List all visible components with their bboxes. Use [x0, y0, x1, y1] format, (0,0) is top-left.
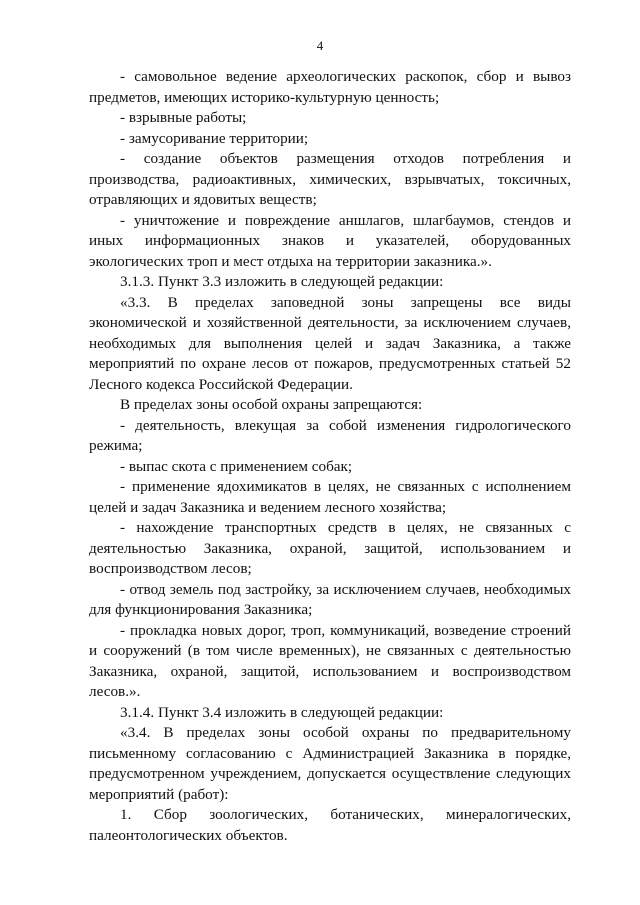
paragraph: «3.3. В пределах заповедной зоны запрещены все виды экономической и хозяйственной деятельности, за исключением случаев, необходимых для выполнения целей и задач Заказника, а также мероприятий по охране лесов от пожаров, предусмотренных статьей 52 Лесного кодекса Российской Федерации.: [89, 293, 571, 393]
page-number: 4: [316, 38, 324, 53]
paragraph: - взрывные работы;: [120, 109, 247, 126]
paragraph: «3.4. В пределах зоны особой охраны по предварительному письменному согласованию с Администрацией Заказника в порядке, предусмотренном учреждением, допускается осуществление следующих мероприятий (работ):: [89, 724, 571, 803]
paragraph: - отвод земель под застройку, за исключением случаев, необходимых для функционирования Заказника;: [89, 580, 571, 618]
paragraph: - уничтожение и повреждение аншлагов, шлагбаумов, стендов и иных информационных знаков и указателей, оборудованных экологических троп и мест отдыха на территории заказника.».: [89, 211, 571, 270]
paragraph: В пределах зоны особой охраны запрещаются:: [120, 396, 423, 413]
paragraph: - самовольное ведение археологических раскопок, сбор и вывоз предметов, имеющих историко-культурную ценность;: [89, 68, 571, 106]
paragraph: - нахождение транспортных средств в целях, не связанных с деятельностью Заказника, охраной, защитой, использованием и воспроизводством лесов;: [89, 519, 571, 577]
paragraph: - замусоривание территории;: [120, 129, 309, 147]
paragraph: 1. Сбор зоологических, ботанических, минералогических, палеонтологических объектов.: [89, 806, 571, 844]
paragraph: - деятельность, влекущая за собой изменения гидрологического режима;: [89, 416, 571, 454]
paragraph: - создание объектов размещения отходов потребления и производства, радиоактивных, химических, взрывчатых, токсичных, отравляющих и ядовитых веществ;: [89, 150, 571, 208]
paragraph: - прокладка новых дорог, троп, коммуникаций, возведение строений и сооружений (в том числе временных), не связанных с деятельностью Заказника, охраной, защитой, использованием и воспроизводством лесов.».: [89, 621, 571, 700]
paragraph: - применение ядохимикатов в целях, не связанных с исполнением целей и задач Заказника и ведением лесного хозяйства;: [89, 478, 571, 516]
paragraph: 3.1.4. Пункт 3.4 изложить в следующей редакции:: [120, 703, 444, 721]
paragraph: - выпас скота с применением собак;: [120, 457, 353, 475]
document-body: [89, 67, 571, 846]
paragraph: 3.1.3. Пункт 3.3 изложить в следующей редакции:: [120, 273, 444, 290]
